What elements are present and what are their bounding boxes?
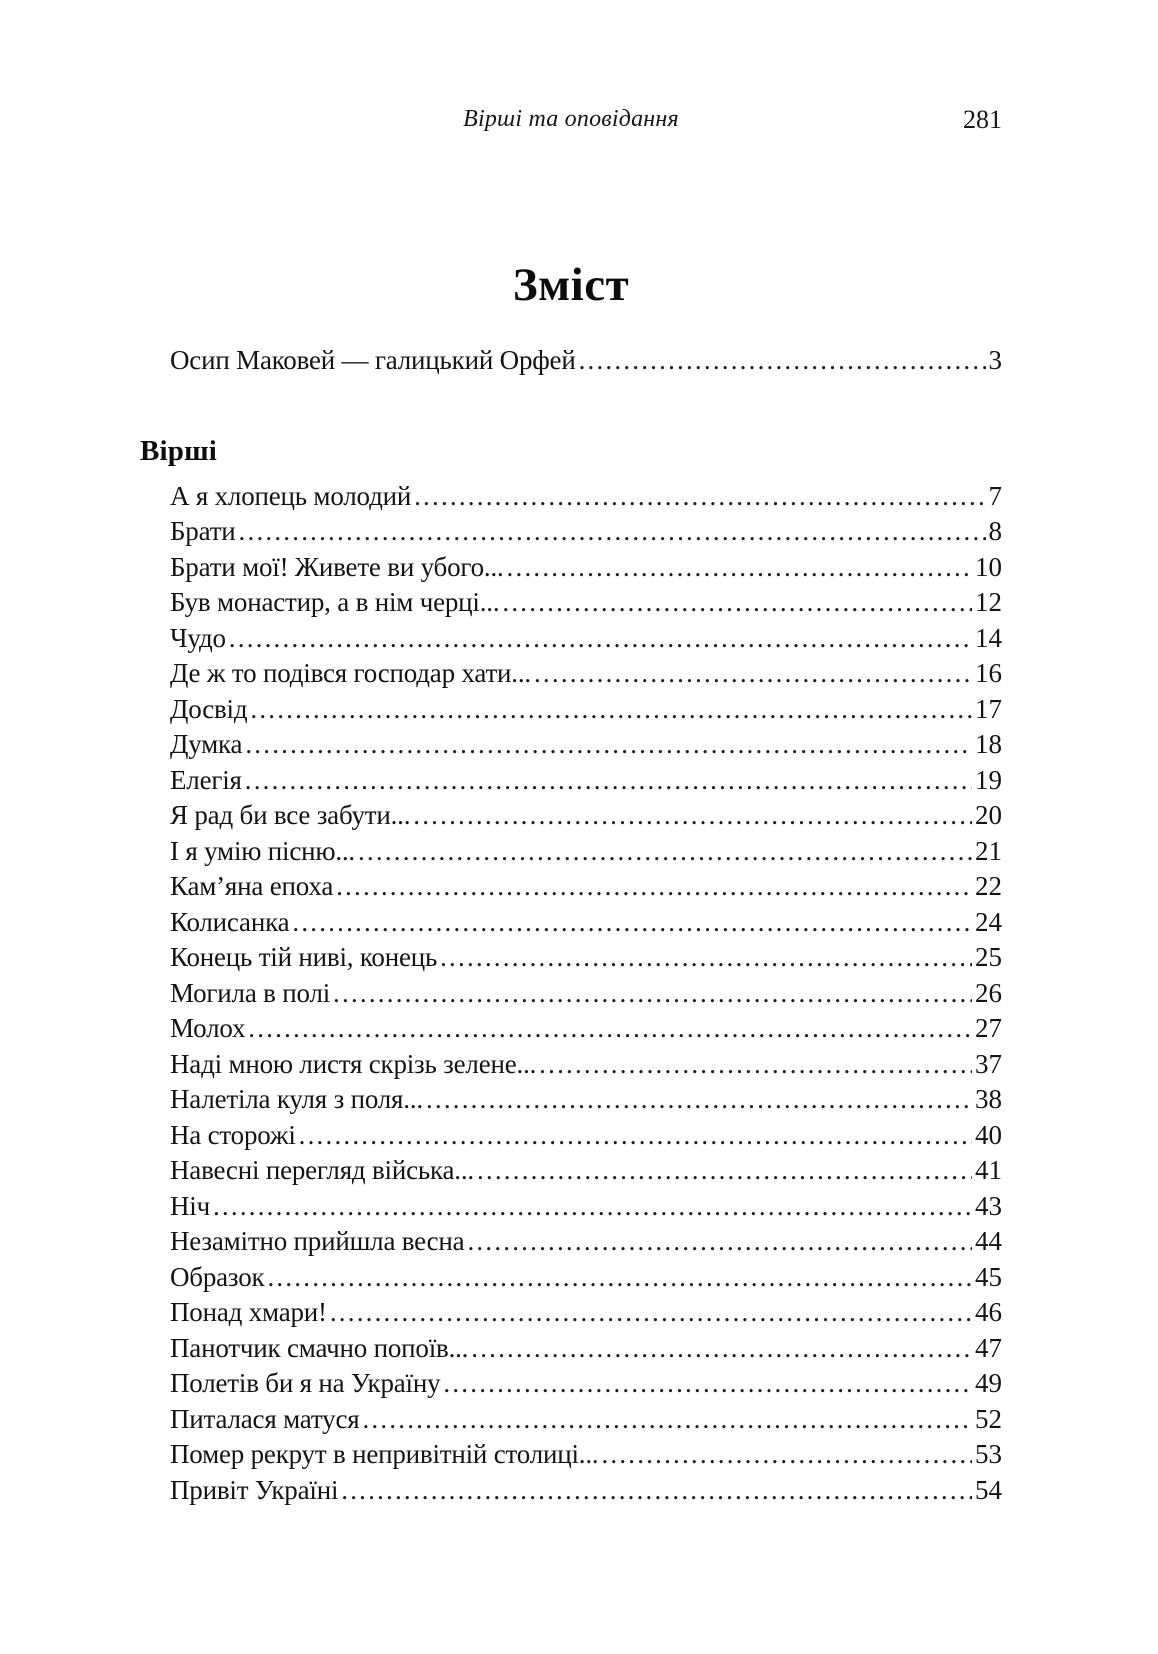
toc-entry-page: 16 — [975, 658, 1002, 688]
toc-entry-title: Колисанка — [170, 906, 290, 937]
toc-entry-title: Брати — [170, 516, 236, 546]
toc-entry-title: Навесні перегляд війська... — [170, 1155, 474, 1185]
dot-leader — [299, 1120, 972, 1150]
dot-leader — [539, 1049, 972, 1079]
dot-leader — [213, 1191, 972, 1221]
toc-entry-title: А я хлопець молодий — [170, 480, 412, 511]
toc-entry-title: На сторожі — [170, 1119, 296, 1150]
toc-entry-title: Привіт Україні — [170, 1474, 339, 1505]
dot-leader — [239, 516, 986, 546]
toc-entry — [140, 800, 1002, 836]
toc-entry-page: 12 — [975, 587, 1002, 617]
toc-entry-title: Понад хмари! — [170, 1297, 327, 1327]
toc-entry-title: Кам’яна епоха — [170, 871, 334, 901]
toc-entry-title: Питалася матуся — [170, 1403, 360, 1434]
toc-entry-page: 47 — [975, 1332, 1002, 1363]
toc-entry — [140, 1013, 1002, 1049]
toc-entry-page: 24 — [975, 906, 1002, 937]
toc-entry-title: Незамітно прийшла весна — [170, 1226, 465, 1256]
dot-leader — [358, 836, 972, 866]
dot-leader — [413, 800, 972, 830]
toc-entry-title: Образок — [170, 1261, 265, 1292]
dot-leader — [502, 587, 972, 617]
dot-leader — [245, 765, 972, 795]
dot-leader — [579, 345, 986, 375]
page-number: 281 — [963, 105, 1002, 134]
toc-entry-page: 41 — [975, 1155, 1002, 1185]
toc-entry-title: Я рад би все забути... — [170, 800, 411, 830]
toc-entry-page: 49 — [975, 1368, 1002, 1398]
toc-entry — [140, 907, 1002, 943]
toc-entry — [140, 729, 1002, 765]
toc-entry-page: 26 — [975, 977, 1002, 1008]
toc-entry-page: 8 — [988, 516, 1002, 546]
toc-entry — [140, 1226, 1002, 1262]
dot-leader — [443, 1368, 972, 1398]
dot-leader — [477, 1155, 972, 1185]
toc-entry-page: 45 — [975, 1261, 1002, 1292]
toc-entry — [140, 1297, 1002, 1333]
toc-entry-title: Досвід — [170, 693, 248, 724]
toc-entry-page: 38 — [975, 1084, 1002, 1114]
toc-entry-page: 54 — [975, 1474, 1002, 1505]
toc-entry — [140, 1191, 1002, 1227]
toc-entry-page: 40 — [975, 1119, 1002, 1150]
dot-leader — [248, 1013, 972, 1043]
toc-entry — [140, 516, 1002, 552]
dot-leader — [245, 729, 972, 759]
section-heading-virshi: Вірші — [140, 434, 218, 467]
toc-entry-page: 20 — [975, 800, 1002, 830]
toc-entry-title: Конець тій ниві, конець — [170, 942, 438, 972]
dot-leader — [267, 1262, 972, 1292]
toc-title: Зміст — [512, 259, 630, 311]
toc-entry-title: Елегія — [170, 764, 242, 795]
toc-entry-page: 22 — [975, 871, 1002, 901]
toc-entry-page: 7 — [988, 480, 1002, 511]
toc-entry — [140, 658, 1002, 694]
toc-entry-page: 18 — [975, 729, 1002, 759]
toc-entry-page: 14 — [975, 622, 1002, 653]
dot-leader — [471, 1333, 972, 1363]
toc-entry-page: 27 — [975, 1013, 1002, 1043]
toc-entry-title: Думка — [170, 729, 243, 759]
toc-entry-title: Був монастир, а в нім черці... — [170, 587, 500, 617]
dot-leader — [330, 1297, 972, 1327]
toc-entry-title: Полетів би я на Україну — [170, 1368, 441, 1398]
toc-entry — [140, 1155, 1002, 1191]
dot-leader — [601, 1439, 972, 1469]
dot-leader — [426, 1084, 972, 1114]
toc-entry-title: Наді мною листя скрізь зелене... — [170, 1048, 537, 1079]
toc-entry — [140, 942, 1002, 978]
toc-entry — [140, 1475, 1002, 1511]
toc-entry-title: Чудо — [170, 622, 226, 653]
toc-entry-page: 53 — [975, 1439, 1002, 1469]
toc-entry — [140, 1439, 1002, 1475]
toc-entry — [140, 978, 1002, 1014]
toc-entry-page: 19 — [975, 764, 1002, 795]
toc-entry-page: 21 — [975, 835, 1002, 866]
toc-entry-title: Могила в полі — [170, 977, 331, 1008]
table-of-contents — [140, 345, 1002, 1510]
running-title: Вірші та оповідання — [463, 106, 679, 132]
toc-entry — [140, 623, 1002, 659]
toc-entry — [140, 1368, 1002, 1404]
toc-entry-title: Панотчик смачно попоїв... — [170, 1332, 469, 1363]
toc-entries-list — [140, 481, 1002, 1511]
dot-leader — [414, 481, 985, 511]
toc-entry-title: Ніч — [170, 1190, 210, 1221]
dot-leader — [467, 1226, 972, 1256]
toc-entry-page: 25 — [975, 942, 1002, 972]
toc-entry-page: 46 — [975, 1297, 1002, 1327]
dot-leader — [362, 1404, 972, 1434]
toc-entry — [140, 1262, 1002, 1298]
toc-entry-title: Налетіла куля з поля... — [170, 1084, 423, 1114]
dot-leader — [229, 623, 972, 653]
toc-entry — [140, 871, 1002, 907]
dot-leader — [440, 942, 972, 972]
toc-entry-title: Де ж то подівся господар хати... — [170, 658, 531, 688]
toc-entry-page: 10 — [975, 551, 1002, 582]
dot-leader — [250, 694, 972, 724]
dot-leader — [534, 658, 972, 688]
toc-entry — [140, 1333, 1002, 1369]
toc-entry-page: 43 — [975, 1190, 1002, 1221]
toc-entry — [140, 552, 1002, 588]
toc-entry — [140, 694, 1002, 730]
toc-entry-front-matter — [140, 345, 1002, 381]
toc-entry-page: 52 — [975, 1403, 1002, 1434]
toc-entry — [140, 836, 1002, 872]
toc-entry-title: Молох — [170, 1013, 246, 1043]
dot-leader — [341, 1475, 972, 1505]
toc-entry — [140, 1084, 1002, 1120]
toc-entry-title: Помер рекрут в непривітній столиці... — [170, 1439, 599, 1469]
dot-leader — [507, 552, 972, 582]
toc-entry-page: 37 — [975, 1048, 1002, 1079]
toc-entry — [140, 1120, 1002, 1156]
toc-entry-page: 44 — [975, 1226, 1002, 1256]
toc-entry — [140, 1404, 1002, 1440]
toc-entry — [140, 481, 1002, 517]
toc-entry — [140, 1049, 1002, 1085]
toc-entry-page: 3 — [988, 345, 1002, 375]
dot-leader — [292, 907, 972, 937]
toc-entry-title: І я умію пісню... — [170, 835, 355, 866]
toc-entry-page: 17 — [975, 693, 1002, 724]
dot-leader — [336, 871, 972, 901]
running-head — [140, 106, 1002, 142]
toc-entry-title: Брати мої! Живете ви убого... — [170, 551, 504, 582]
toc-entry — [140, 587, 1002, 623]
toc-entry-title: Осип Маковей — галицький Орфей — [170, 345, 576, 375]
toc-entry — [140, 765, 1002, 801]
dot-leader — [333, 978, 972, 1008]
